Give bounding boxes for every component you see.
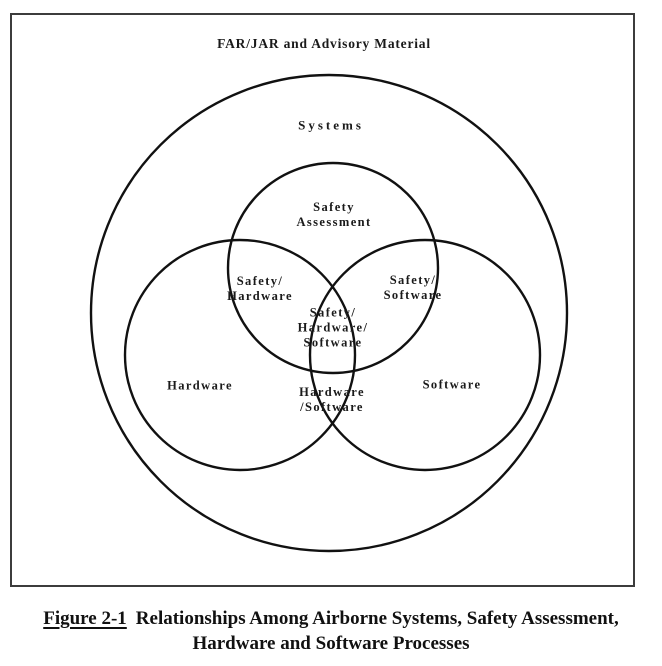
safety-software-line1: Safety/: [389, 273, 437, 287]
systems-label: [298, 118, 364, 133]
safety-software-line2: Software: [383, 288, 443, 302]
safety-hardware-label: [227, 274, 293, 304]
hardware-label-text: Hardware: [167, 378, 233, 393]
figure-number: Figure 2-1: [43, 608, 127, 629]
safety-hardware-software-label: [298, 306, 369, 351]
caption-line1: [0, 606, 662, 631]
safety-assessment-line2: Assessment: [296, 215, 372, 229]
hardware-label: [167, 379, 233, 394]
safety-hardware-line2: Hardware: [227, 289, 293, 303]
safety-assessment-line1: Safety: [313, 200, 355, 214]
caption-title-part1: Relationships Among Airborne Systems, Safety Assessment,: [135, 608, 619, 629]
hardware-software-label: [299, 385, 365, 415]
figure-title: FAR/JAR and Advisory Material: [217, 36, 431, 51]
safety-assessment-label: [296, 200, 371, 230]
shs-line2: Hardware/: [297, 320, 369, 335]
shs-line1: Safety/: [309, 305, 357, 320]
safety-software-label: [384, 273, 443, 303]
systems-label-text: Systems: [298, 117, 364, 133]
software-label-text: Software: [422, 377, 482, 392]
figure-caption: [0, 606, 662, 656]
hardware-software-line2: /Software: [300, 400, 364, 414]
hardware-software-line1: Hardware: [299, 385, 365, 399]
safety-hardware-line1: Safety/: [236, 274, 284, 288]
shs-line3: Software: [303, 335, 363, 350]
software-label: [423, 378, 482, 393]
caption-line2: Hardware and Software Processes: [192, 633, 470, 654]
